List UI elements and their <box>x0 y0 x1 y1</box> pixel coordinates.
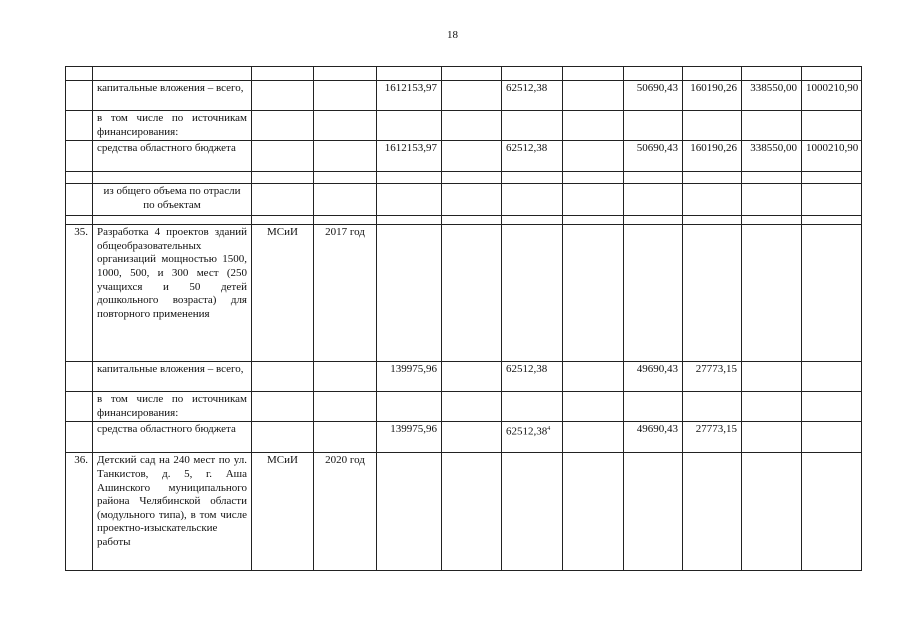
row-label: в том числе по источникам финансирования: <box>93 111 252 141</box>
executor: МСиИ <box>252 225 314 362</box>
row-label: из общего объема по отрасли по объектам <box>93 184 252 216</box>
budget-table <box>65 66 862 571</box>
page-number: 18 <box>447 29 458 41</box>
table-row <box>66 111 862 141</box>
project-name: Разработка 4 проектов зданий общеобразовательных организаций мощностью 1500, 1000, 500, и 300 мест (250 учащихся и 50 детей дошкольного возраста) для повторного применения <box>93 225 252 362</box>
row-number: 35. <box>66 225 93 362</box>
cell-value: 160190,26 <box>683 81 742 111</box>
cell-value: 27773,15 <box>683 422 742 453</box>
cell-value-text: 62512,38 <box>506 426 548 439</box>
row-label: средства областного бюджета <box>93 141 252 172</box>
table-row-spacer <box>66 172 862 184</box>
cell-value: 49690,43 <box>624 422 683 453</box>
table-row-header-stub <box>66 67 862 81</box>
cell-value: 338550,00 <box>742 81 802 111</box>
cell-value: 50690,43 <box>624 141 683 172</box>
table-row <box>66 184 862 216</box>
cell-value: 50690,43 <box>624 81 683 111</box>
cell-value: 62512,38 <box>502 81 563 111</box>
cell-total: 1612153,97 <box>377 81 442 111</box>
table-row <box>66 141 862 172</box>
table-row <box>66 81 862 111</box>
row-number: 36. <box>66 453 93 571</box>
cell-value: 338550,00 <box>742 141 802 172</box>
row-label: средства областного бюджета <box>93 422 252 453</box>
row-label: капитальные вложения – всего, <box>93 362 252 392</box>
cell-value: 62512,38 <box>502 141 563 172</box>
table-row <box>66 422 862 453</box>
year: 2020 год <box>314 453 377 571</box>
row-label: капитальные вложения – всего, <box>93 81 252 111</box>
table-row <box>66 362 862 392</box>
cell-value: 1000210,90 <box>802 141 862 172</box>
cell-value <box>502 422 563 453</box>
table-row <box>66 453 862 571</box>
footnote-mark: 4 <box>547 426 551 433</box>
project-name: Детский сад на 240 мест по ул. Танкистов, д. 5, г. Аша Ашинского муниципального района Челябинской области (модульного типа), в том числе проектно-изыскательские работы <box>93 453 252 571</box>
table-row-spacer <box>66 216 862 225</box>
year: 2017 год <box>314 225 377 362</box>
cell-total: 139975,96 <box>377 422 442 453</box>
executor: МСиИ <box>252 453 314 571</box>
cell-total: 139975,96 <box>377 362 442 392</box>
cell-total: 1612153,97 <box>377 141 442 172</box>
cell-value: 49690,43 <box>624 362 683 392</box>
cell-value: 62512,38 <box>502 362 563 392</box>
table-row <box>66 225 862 362</box>
row-label: в том числе по источникам финансирования: <box>93 392 252 422</box>
cell-value: 160190,26 <box>683 141 742 172</box>
cell-value: 1000210,90 <box>802 81 862 111</box>
table-row <box>66 392 862 422</box>
cell-value: 27773,15 <box>683 362 742 392</box>
